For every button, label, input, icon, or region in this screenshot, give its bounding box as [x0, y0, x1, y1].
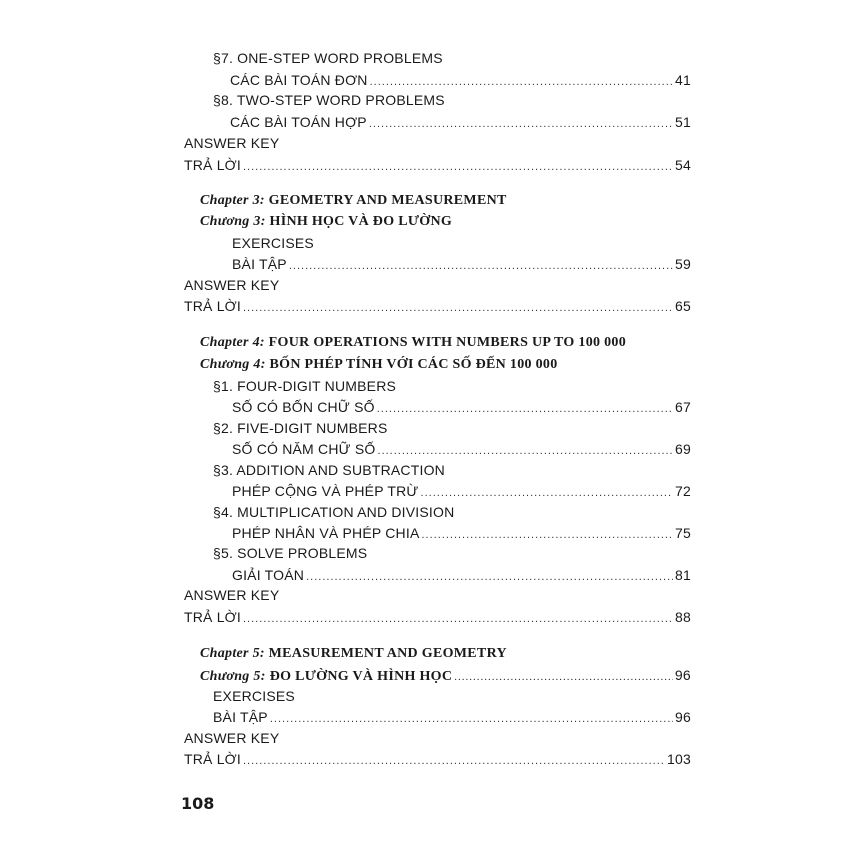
chapter-3-title-vi: HÌNH HỌC VÀ ĐO LƯỜNG	[269, 214, 453, 229]
chapter-4-section-5-title-vi: GIẢI TOÁN	[232, 567, 305, 583]
answer-key-title-vi: TRẢ LỜI	[184, 609, 241, 625]
chapter-5-heading-vi[interactable]	[200, 666, 691, 686]
chapter-3-exercises-entry[interactable]	[232, 255, 691, 275]
answer-key-title-en: ANSWER KEY	[184, 587, 280, 603]
chapter-5-label-vi: Chương 5:	[200, 669, 266, 684]
answer-key-entry[interactable]	[184, 750, 691, 770]
chapter-4-section-2-title-vi: SỐ CÓ NĂM CHỮ SỐ	[232, 441, 376, 457]
chapter-4-section-5-entry[interactable]	[232, 566, 691, 586]
dot-leader	[243, 158, 673, 176]
chapter-4-section-2-page-number: 69	[675, 441, 691, 457]
chapter-3-exercises-en: EXERCISES	[232, 235, 314, 251]
section-7-title-vi: CÁC BÀI TOÁN ĐƠN	[230, 72, 368, 88]
page-number: 108	[181, 794, 215, 813]
dot-leader	[377, 400, 673, 418]
chapter-4-section-4-title-en: §4. MULTIPLICATION AND DIVISION	[213, 504, 455, 520]
answer-key-page-number: 103	[667, 751, 691, 767]
chapter-4-section-3-page-number: 72	[675, 483, 691, 499]
chapter-5-exercises-entry[interactable]	[213, 708, 691, 728]
chapter-4-section-1-title-en: §1. FOUR-DIGIT NUMBERS	[213, 378, 397, 394]
dot-leader	[454, 668, 673, 686]
dot-leader	[369, 115, 673, 133]
chapter-4-heading-vi[interactable]	[200, 356, 558, 374]
chapter-3-heading-en[interactable]	[200, 192, 507, 210]
chapter-4-section-3-title-vi: PHÉP CỘNG VÀ PHÉP TRỪ	[232, 483, 419, 499]
section-8-title-vi: CÁC BÀI TOÁN HỢP	[230, 114, 367, 130]
chapter-4-section-1-title-vi: SỐ CÓ BỐN CHỮ SỐ	[232, 399, 375, 415]
section-8-entry[interactable]	[230, 113, 691, 133]
section-8-page-number: 51	[675, 114, 691, 130]
chapter-3-label-en: Chapter 3:	[200, 193, 265, 208]
answer-key-page-number: 54	[675, 157, 691, 173]
chapter-5-exercises-page-number: 96	[675, 709, 691, 725]
dot-leader	[370, 73, 673, 91]
chapter-4-section-5-title-en: §5. SOLVE PROBLEMS	[213, 545, 368, 561]
chapter-4-section-4-page-number: 75	[675, 525, 691, 541]
answer-key-entry[interactable]	[184, 156, 691, 176]
chapter-3-title-en: GEOMETRY AND MEASUREMENT	[268, 193, 507, 208]
section-7-page-number: 41	[675, 72, 691, 88]
chapter-5-heading-en[interactable]	[200, 645, 507, 663]
answer-key-page-number: 88	[675, 609, 691, 625]
answer-key-title-vi: TRẢ LỜI	[184, 751, 241, 767]
chapter-4-section-4-entry[interactable]	[232, 524, 691, 544]
section-7-title-en: §7. ONE-STEP WORD PROBLEMS	[213, 50, 443, 66]
answer-key-title-en: ANSWER KEY	[184, 277, 280, 293]
dot-leader	[243, 752, 665, 770]
section-8-title-en: §8. TWO-STEP WORD PROBLEMS	[213, 92, 445, 108]
chapter-4-section-3-entry[interactable]	[232, 482, 691, 502]
chapter-4-section-5-page-number: 81	[675, 567, 691, 583]
chapter-5-exercises-vi: BÀI TẬP	[213, 709, 268, 725]
chapter-4-heading-en[interactable]	[200, 334, 626, 352]
answer-key-title-en: ANSWER KEY	[184, 135, 280, 151]
dot-leader	[243, 610, 673, 628]
chapter-5-label-en: Chapter 5:	[200, 646, 265, 661]
chapter-3-label-vi: Chương 3:	[200, 214, 266, 229]
chapter-4-section-1-entry[interactable]	[232, 398, 691, 418]
chapter-4-section-2-title-en: §2. FIVE-DIGIT NUMBERS	[213, 420, 388, 436]
dot-leader	[270, 710, 673, 728]
chapter-4-section-3-title-en: §3. ADDITION AND SUBTRACTION	[213, 462, 445, 478]
chapter-3-exercises-page-number: 59	[675, 256, 691, 272]
dot-leader	[243, 299, 673, 317]
chapter-4-section-1-page-number: 67	[675, 399, 691, 415]
chapter-3-exercises-vi: BÀI TẬP	[232, 256, 287, 272]
answer-key-entry[interactable]	[184, 297, 691, 317]
chapter-5-title-en: MEASUREMENT AND GEOMETRY	[268, 646, 507, 661]
chapter-4-section-2-entry[interactable]	[232, 440, 691, 460]
chapter-4-title-vi: BỐN PHÉP TÍNH VỚI CÁC SỐ ĐẾN 100 000	[269, 357, 558, 372]
answer-key-page-number: 65	[675, 298, 691, 314]
chapter-4-section-4-title-vi: PHÉP NHÂN VÀ PHÉP CHIA	[232, 525, 420, 541]
chapter-5-title-vi: ĐO LƯỜNG VÀ HÌNH HỌC	[269, 669, 453, 684]
chapter-5-page-number: 96	[674, 667, 691, 683]
chapter-5-exercises-en: EXERCISES	[213, 688, 295, 704]
section-7-entry[interactable]	[230, 71, 691, 91]
answer-key-title-vi: TRẢ LỜI	[184, 298, 241, 314]
dot-leader	[422, 526, 674, 544]
answer-key-title-en: ANSWER KEY	[184, 730, 280, 746]
answer-key-entry[interactable]	[184, 608, 691, 628]
chapter-4-title-en: FOUR OPERATIONS WITH NUMBERS UP TO 100 000	[268, 335, 626, 350]
dot-leader	[421, 484, 673, 502]
answer-key-title-vi: TRẢ LỜI	[184, 157, 241, 173]
dot-leader	[289, 257, 673, 275]
dot-leader	[378, 442, 674, 460]
chapter-4-label-en: Chapter 4:	[200, 335, 265, 350]
chapter-3-heading-vi[interactable]	[200, 213, 452, 231]
dot-leader	[306, 568, 673, 586]
chapter-4-label-vi: Chương 4:	[200, 357, 266, 372]
